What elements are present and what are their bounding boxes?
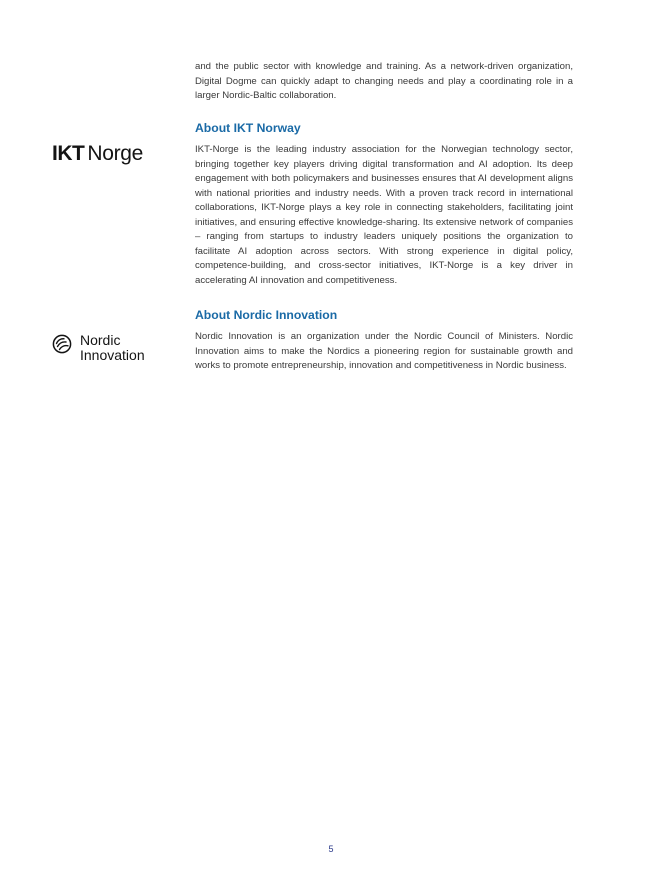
ikt-norge-logo [52, 143, 143, 165]
ikt-norway-heading: About IKT Norway [195, 121, 301, 135]
nordic-swan-icon [52, 334, 72, 354]
ikt-logo-word: Norge [87, 142, 144, 165]
page-number: 5 [328, 844, 334, 854]
nordic-logo-line2: Innovation [80, 347, 145, 363]
nordic-innovation-logo [52, 333, 145, 363]
intro-paragraph: and the public sector with knowledge and training. As a network-driven organization, Digital Dogme can quickly adapt to changing needs and play a coordinating role in a larger Nordic-Baltic collaboration. [195, 61, 573, 101]
nordic-logo-line1: Nordic [80, 332, 121, 348]
ikt-logo-mark: IKT [52, 142, 85, 165]
nordic-innovation-paragraph: Nordic Innovation is an organization under the Nordic Council of Ministers. Nordic Innovation aims to make the Nordics a pioneering region for sustainable growth and works to promote entrepreneurship, innovation and competitiveness in Nordic business. [195, 331, 573, 371]
nordic-innovation-heading: About Nordic Innovation [195, 308, 338, 322]
ikt-norway-paragraph: IKT-Norge is the leading industry association for the Norwegian technology sector, bringing together key players driving digital transformation and AI adoption. Its deep engagement with both policymakers and businesses ensures that AI development aligns with national priorities and industry needs. With a proven track record in international collaborations, IKT-Norge plays a key role in connecting stakeholders, facilitating joint initiatives, and ensuring effective knowledge-sharing. Its extensive network of companies – ranging from startups to industry leaders uniquely positions the organization to facilitate AI adoption across sectors. With strong experience in digital policy, competence-building, and cross-sector initiatives, IKT-Norge is a key driver in accelerating AI innovation and competitiveness. [195, 144, 573, 286]
